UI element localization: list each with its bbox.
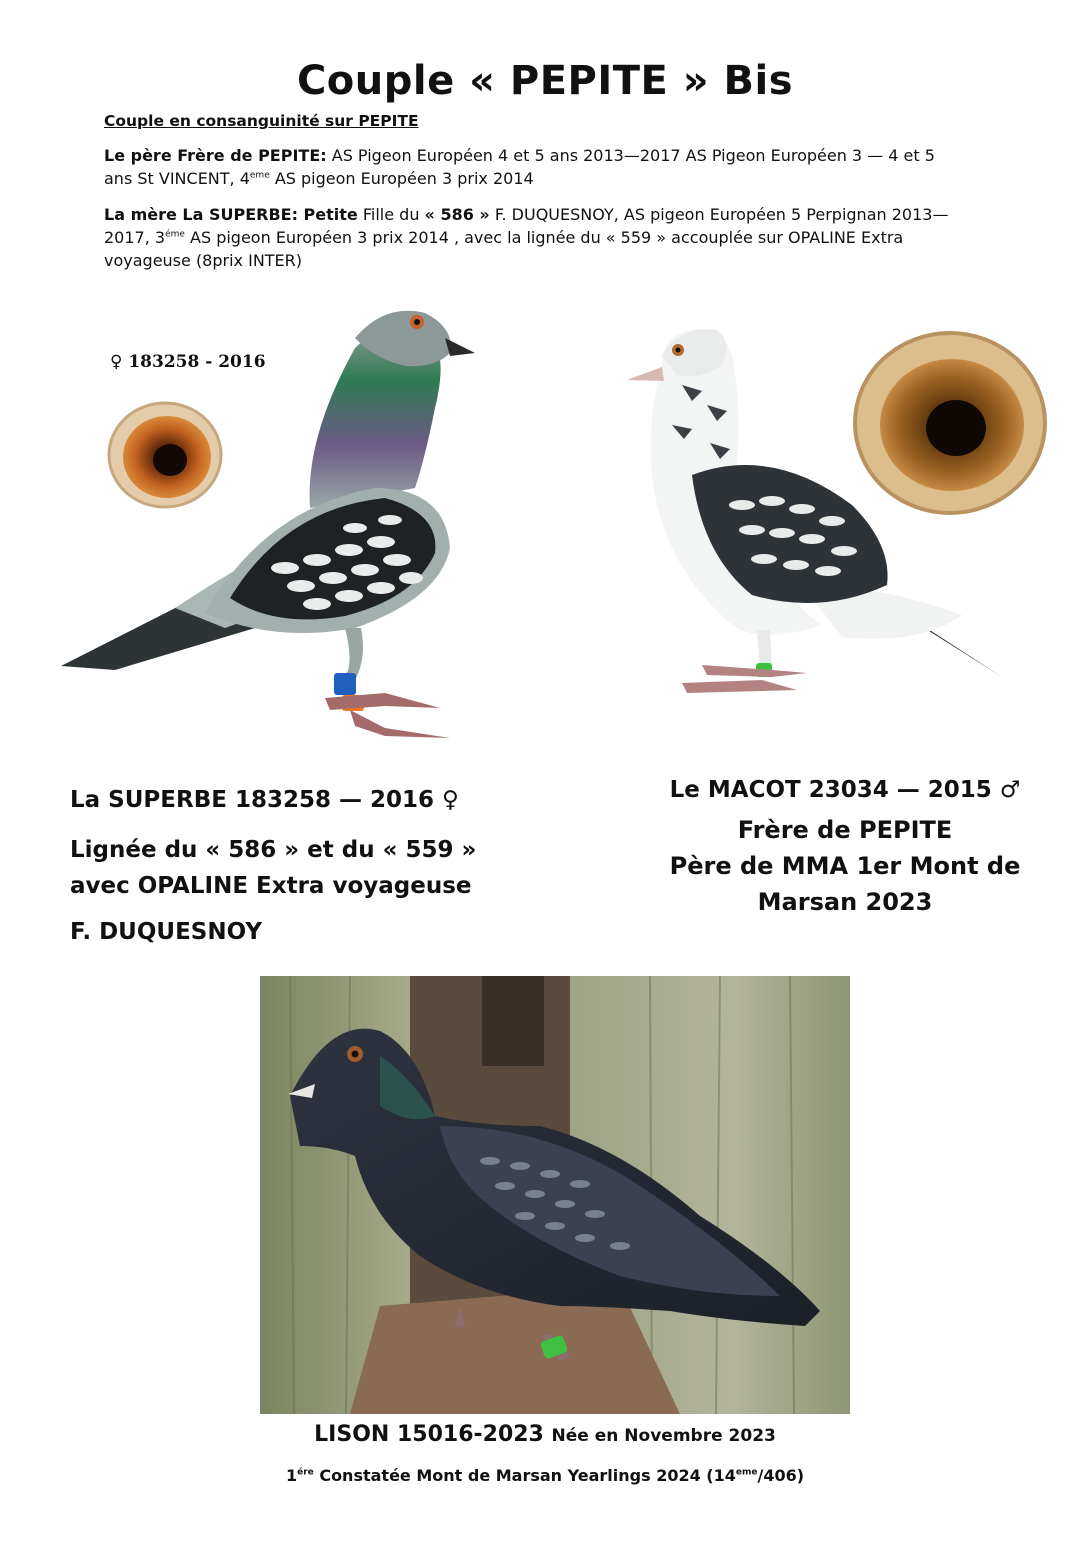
female-caption-line4: F. DUQUESNOY — [70, 919, 262, 945]
mother-label: La mère La SUPERBE: — [104, 205, 298, 224]
mother-petite: Petite — [297, 205, 358, 224]
lison-result-sup2: eme — [735, 1467, 758, 1478]
male-pigeon-image — [622, 325, 1012, 705]
mother-paragraph — [104, 203, 954, 272]
female-caption-line1: La SUPERBE 183258 — 2016 ♀ — [70, 787, 459, 813]
lison-result-sup: ére — [297, 1467, 314, 1478]
male-caption — [620, 772, 1070, 920]
father-text-b: AS pigeon Européen 3 prix 2014 — [269, 169, 534, 188]
mother-ref-586: « 586 » — [424, 205, 490, 224]
lison-result-line — [0, 1466, 1090, 1485]
female-caption — [70, 782, 590, 950]
subtitle: Couple en consanguinité sur PEPITE — [104, 112, 419, 130]
father-sup: eme — [249, 170, 270, 181]
male-caption-line4: Marsan 2023 — [757, 888, 933, 916]
lison-born: Née en Novembre 2023 — [551, 1426, 776, 1446]
mother-sup: éme — [165, 229, 185, 240]
male-caption-line1: Le MACOT 23034 — 2015 ♂ — [669, 777, 1021, 803]
female-ring-label: ♀ 183258 - 2016 — [110, 352, 266, 372]
father-paragraph — [104, 144, 954, 190]
mother-text-c: AS pigeon Européen 3 prix 2014 , avec la lignée du « 559 » accouplée sur OPALINE Extra voyageuse (8prix INTER) — [104, 228, 904, 270]
mother-text-b: F. DUQUESNOY, AS pigeon Européen 5 Perpignan 2013—2017, 3 — [104, 205, 949, 247]
mother-text-a: Fille du — [357, 205, 425, 224]
female-pigeon-image — [55, 298, 485, 748]
father-label: Le père Frère de PEPITE: — [104, 146, 327, 165]
male-caption-line2: Frère de PEPITE — [737, 816, 953, 844]
female-caption-line2: Lignée du « 586 » et du « 559 » — [70, 837, 477, 863]
lison-result-c: /406) — [757, 1466, 805, 1485]
male-caption-line3: Père de MMA 1er Mont de — [669, 852, 1021, 880]
lison-photo — [260, 976, 850, 1414]
lison-result-a: 1 — [285, 1466, 298, 1485]
lison-result-b: Constatée Mont de Marsan Yearlings 2024 (14 — [313, 1466, 736, 1485]
lison-name-line — [0, 1422, 1090, 1447]
page-title: Couple « PEPITE » Bis — [296, 58, 794, 104]
lison-name: LISON 15016-2023 — [314, 1422, 544, 1447]
father-text-a: AS Pigeon Européen 4 et 5 ans 2013—2017 AS Pigeon Européen 3 — 4 et 5 ans St VINCENT, 4 — [104, 146, 935, 188]
female-caption-line3: avec OPALINE Extra voyageuse — [70, 873, 472, 899]
